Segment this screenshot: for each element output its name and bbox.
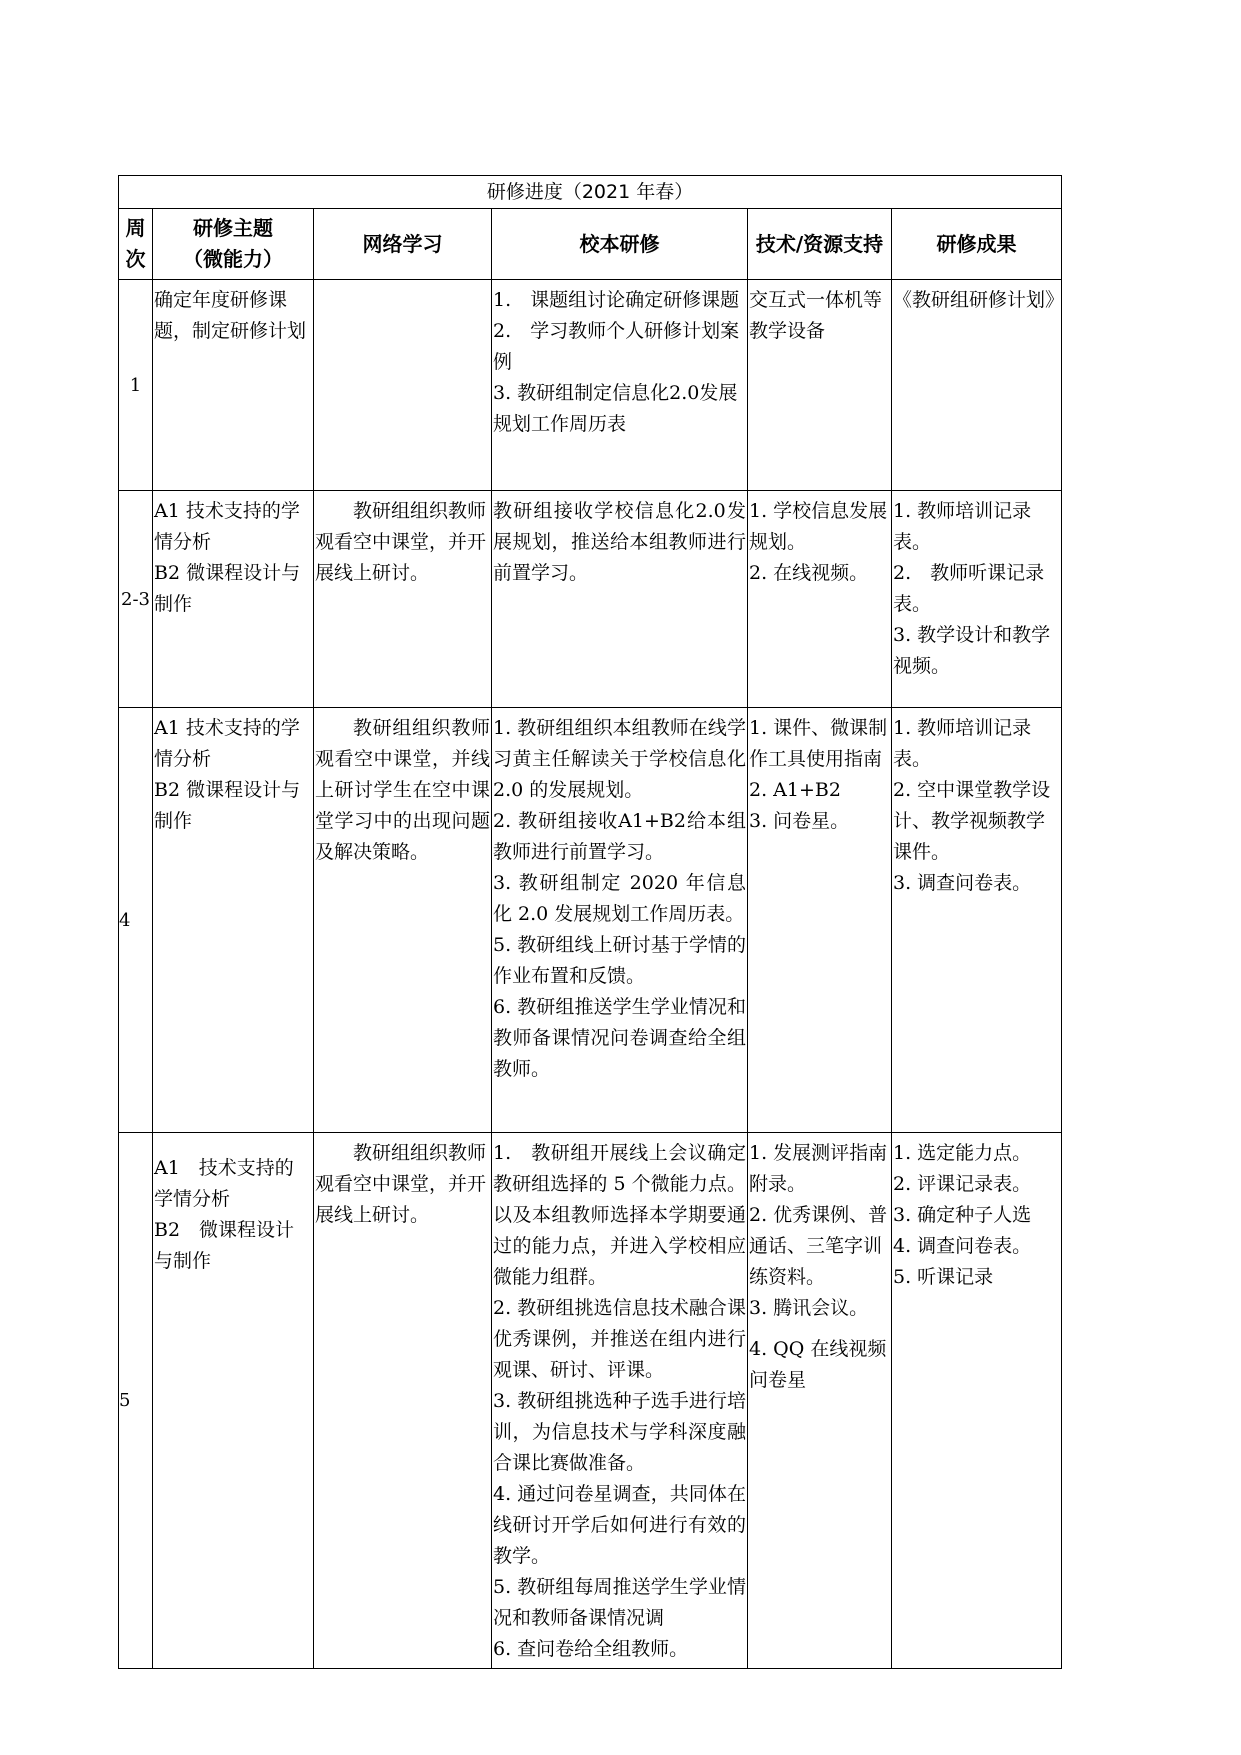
results-cell: 1. 选定能力点。 2. 评课记录表。 3. 确定种子人选 4. 调查问卷表。 5. 听课记录 [892, 1133, 1062, 1669]
header-school: 校本研修 [492, 209, 748, 280]
table-row [119, 280, 1062, 491]
topic-cell: A1 技术支持的学情分析 B2 微课程设计与制作 [153, 708, 314, 1133]
table-row [119, 708, 1062, 1133]
week-cell: 1 [119, 280, 153, 491]
support-cell: 1. 课件、微课制作工具使用指南 2. A1+B2 3. 问卷星。 [748, 708, 892, 1133]
header-online: 网络学习 [314, 209, 492, 280]
online-cell: 教研组组织教师观看空中课堂，并开展线上研讨。 [314, 1133, 492, 1669]
header-results: 研修成果 [892, 209, 1062, 280]
header-support: 技术/资源支持 [748, 209, 892, 280]
topic-cell: A1 技术支持的学情分析 B2 微课程设计与制作 [153, 1133, 314, 1669]
online-cell: 教研组组织教师观看空中课堂，并开展线上研讨。 [314, 491, 492, 708]
schedule-table [118, 175, 1065, 1669]
results-cell: 1. 教师培训记录表。 2. 空中课堂教学设计、教学视频教学课件。 3. 调查问卷表。 [892, 708, 1062, 1133]
school-cell: 1. 教研组开展线上会议确定教研组选择的 5 个微能力点。以及本组教师选择本学期要通过的能力点，并进入学校相应微能力组群。 2. 教研组挑选信息技术融合课优秀课例，并推送在组内进行观课、研讨、评课。 3. 教研组挑选种子选手进行培训，为信息技术与学科深度融合课比赛做准备。 4. 通过问卷星调查，共同体在线研讨开学后如何进行有效的教学。 5. 教研组每周推送学生学业情况和教师备课情况调 6. 查问卷给全组教师。 [492, 1133, 748, 1669]
week-cell: 4 [119, 708, 153, 1133]
school-cell: 教研组接收学校信息化2.0发展规划，推送给本组教师进行前置学习。 [492, 491, 748, 708]
school-cell: 1. 教研组组织本组教师在线学习黄主任解读关于学校信息化 2.0 的发展规划。 2. 教研组接收A1+B2给本组教师进行前置学习。 3. 教研组制定 2020 年信息化 2.0 发展规划工作周历表。 5. 教研组线上研讨基于学情的作业布置和反馈。 6. 教研组推送学生学业情况和教师备课情况问卷调查给全组教师。 [492, 708, 748, 1133]
support-cell: 1. 发展测评指南附录。 2. 优秀课例、普通话、三笔字训练资料。 3. 腾讯会议。 4. QQ 在线视频问卷星 [748, 1133, 892, 1669]
results-cell: 《教研组研修计划》 [892, 280, 1062, 491]
topic-cell: 确定年度研修课题，制定研修计划 [153, 280, 314, 491]
header-topic: 研修主题 （微能力） [153, 209, 314, 280]
online-cell [314, 280, 492, 491]
header-row [119, 209, 1062, 280]
week-cell: 2-3 [119, 491, 153, 708]
school-cell: 1. 课题组讨论确定研修课题 2. 学习教师个人研修计划案例 3. 教研组制定信息化2.0发展规划工作周历表 [492, 280, 748, 491]
table-title: 研修进度（2021 年春） [119, 176, 1062, 209]
header-week: 周 次 [119, 209, 153, 280]
support-cell: 1. 学校信息发展规划。 2. 在线视频。 [748, 491, 892, 708]
results-cell: 1. 教师培训记录表。 2. 教师听课记录表。 3. 教学设计和教学视频。 [892, 491, 1062, 708]
online-cell: 教研组组织教师观看空中课堂，并线上研讨学生在空中课堂学习中的出现问题及解决策略。 [314, 708, 492, 1133]
table-row [119, 491, 1062, 708]
week-cell: 5 [119, 1133, 153, 1669]
topic-cell: A1 技术支持的学情分析 B2 微课程设计与制作 [153, 491, 314, 708]
table-row [119, 1133, 1062, 1669]
support-cell: 交互式一体机等教学设备 [748, 280, 892, 491]
